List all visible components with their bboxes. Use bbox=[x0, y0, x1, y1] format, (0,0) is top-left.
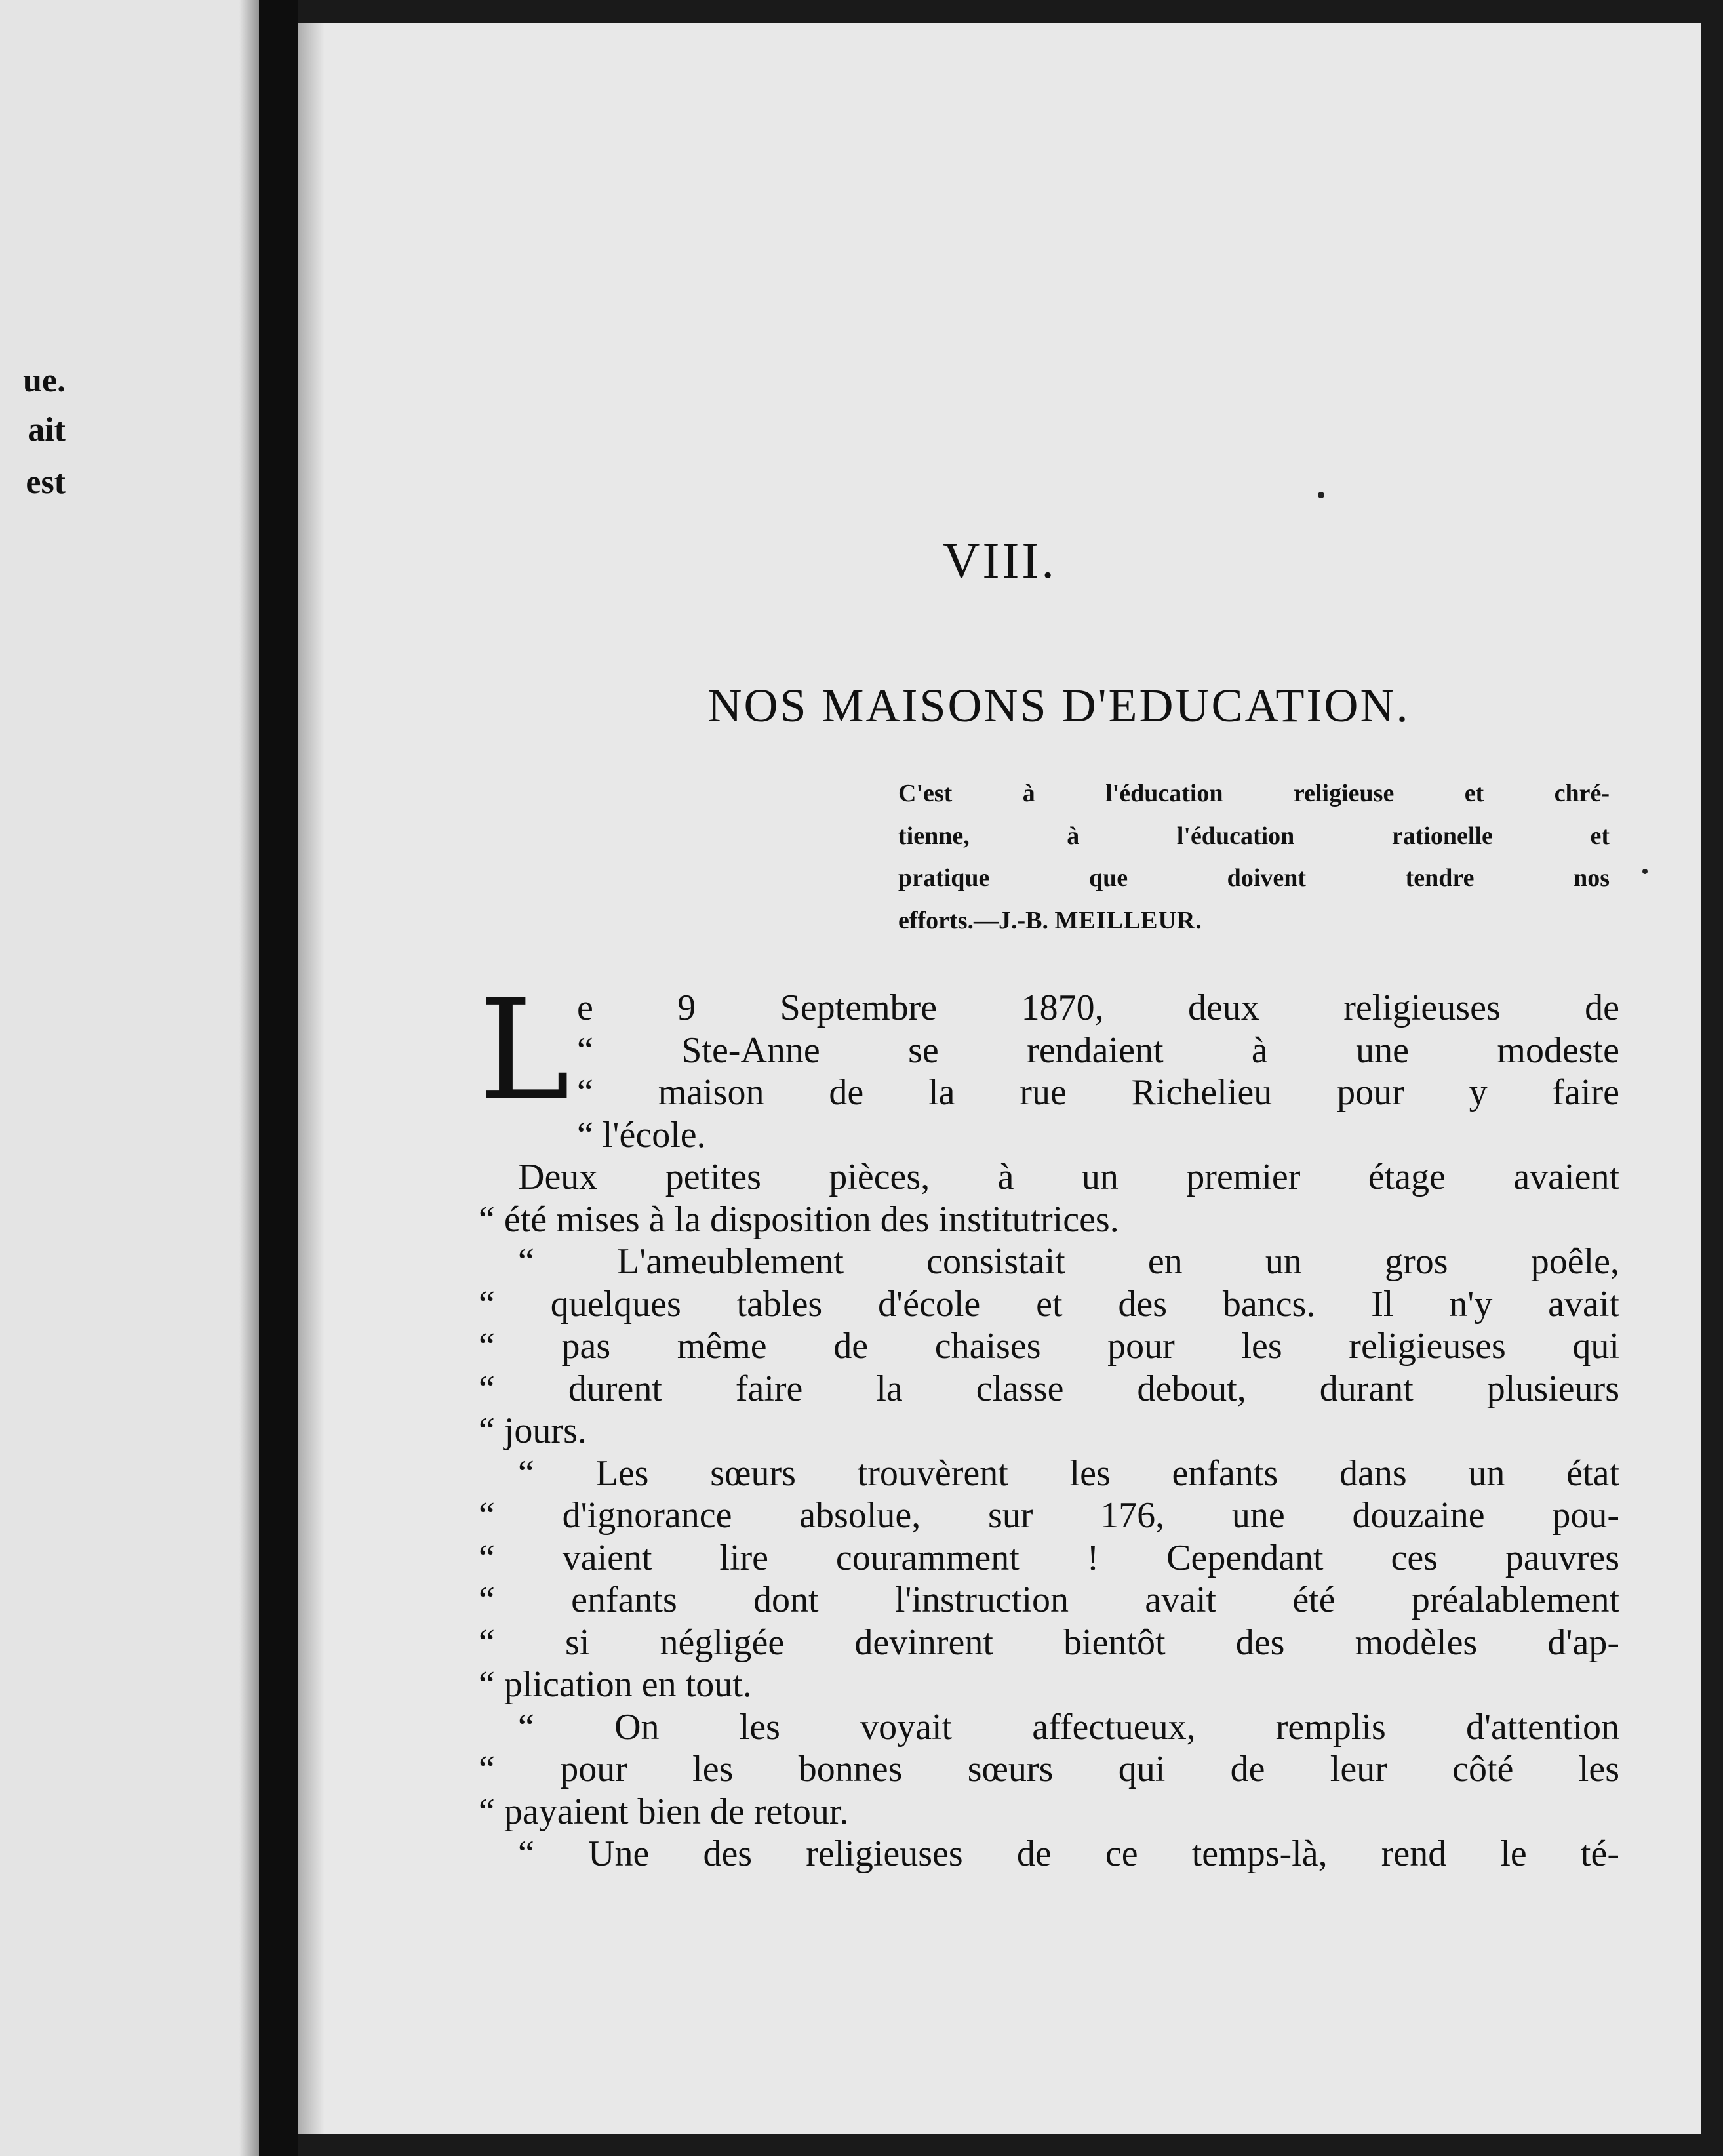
body-line: e 9 Septembre 1870, deux religieuses de bbox=[577, 988, 1619, 1028]
chapter-title: NOS MAISONS D'EDUCATION. bbox=[707, 679, 1410, 732]
previous-page-fragment: est bbox=[26, 464, 66, 501]
body-line: “ quelques tables d'école et des bancs. Il n'y avait bbox=[479, 1283, 1619, 1325]
opening-paragraph bbox=[479, 970, 1619, 1156]
body-line: “ pour les bonnes sœurs qui de leur côté les bbox=[479, 1749, 1619, 1789]
page-inner-shadow bbox=[298, 23, 325, 2134]
drop-cap: L bbox=[479, 970, 570, 1130]
previous-page-fragment: ait bbox=[28, 411, 66, 449]
body-line: “ Ste-Anne se rendaient à une modeste bbox=[577, 1029, 1619, 1071]
chapter-number: VIII. bbox=[943, 532, 1057, 589]
ink-speck bbox=[1318, 492, 1324, 498]
epigraph-line: tienne, à l'éducation rationelle et bbox=[898, 822, 1610, 850]
previous-page bbox=[0, 0, 259, 2156]
previous-page-fragment: ue. bbox=[23, 362, 66, 399]
body-line: “ jours. bbox=[479, 1410, 587, 1451]
body-line: “ si négligée devinrent bientôt des modèles d'ap- bbox=[479, 1622, 1619, 1663]
book-page bbox=[298, 23, 1701, 2134]
body-line: “ d'ignorance absolue, sur 176, une douzaine pou- bbox=[479, 1495, 1619, 1536]
book-gutter bbox=[259, 0, 298, 2156]
body-line: “ pas même de chaises pour les religieuses qui bbox=[479, 1326, 1619, 1367]
body-line: “ vaient lire couramment ! Cependant ces pauvres bbox=[479, 1537, 1619, 1578]
body-line: “ l'école. bbox=[577, 1114, 706, 1155]
body-line: “ maison de la rue Richelieu pour y faire bbox=[577, 1072, 1619, 1113]
epigraph-last-text: efforts.—J.-B. bbox=[898, 906, 1055, 934]
epigraph-author: MEILLEUR. bbox=[1054, 906, 1202, 934]
body-line: “ été mises à la disposition des institutrices. bbox=[479, 1199, 1119, 1240]
body-text bbox=[479, 970, 1619, 1875]
body-line: “ durent faire la classe debout, durant plusieurs bbox=[479, 1368, 1619, 1409]
epigraph bbox=[898, 780, 1610, 949]
body-line: “ Les sœurs trouvèrent les enfants dans un état bbox=[518, 1452, 1619, 1494]
body-line: “ On les voyait affectueux, remplis d'attention bbox=[518, 1706, 1619, 1747]
body-line: “ enfants dont l'instruction avait été préalablement bbox=[479, 1580, 1619, 1620]
epigraph-attribution bbox=[898, 908, 1610, 950]
body-line: Deux petites pièces, à un premier étage avaient bbox=[518, 1157, 1619, 1197]
epigraph-line: pratique que doivent tendre nos bbox=[898, 864, 1610, 892]
body-line: “ L'ameublement consistait en un gros poêle, bbox=[518, 1241, 1619, 1282]
page-edge-shadow bbox=[239, 0, 259, 2156]
body-line: “ plication en tout. bbox=[479, 1664, 752, 1705]
epigraph-line: C'est à l'éducation religieuse et chré- bbox=[898, 780, 1610, 807]
ink-speck bbox=[1642, 869, 1648, 874]
body-line: “ Une des religieuses de ce temps-là, rend le té- bbox=[518, 1833, 1619, 1874]
body-line: “ payaient bien de retour. bbox=[479, 1791, 849, 1832]
